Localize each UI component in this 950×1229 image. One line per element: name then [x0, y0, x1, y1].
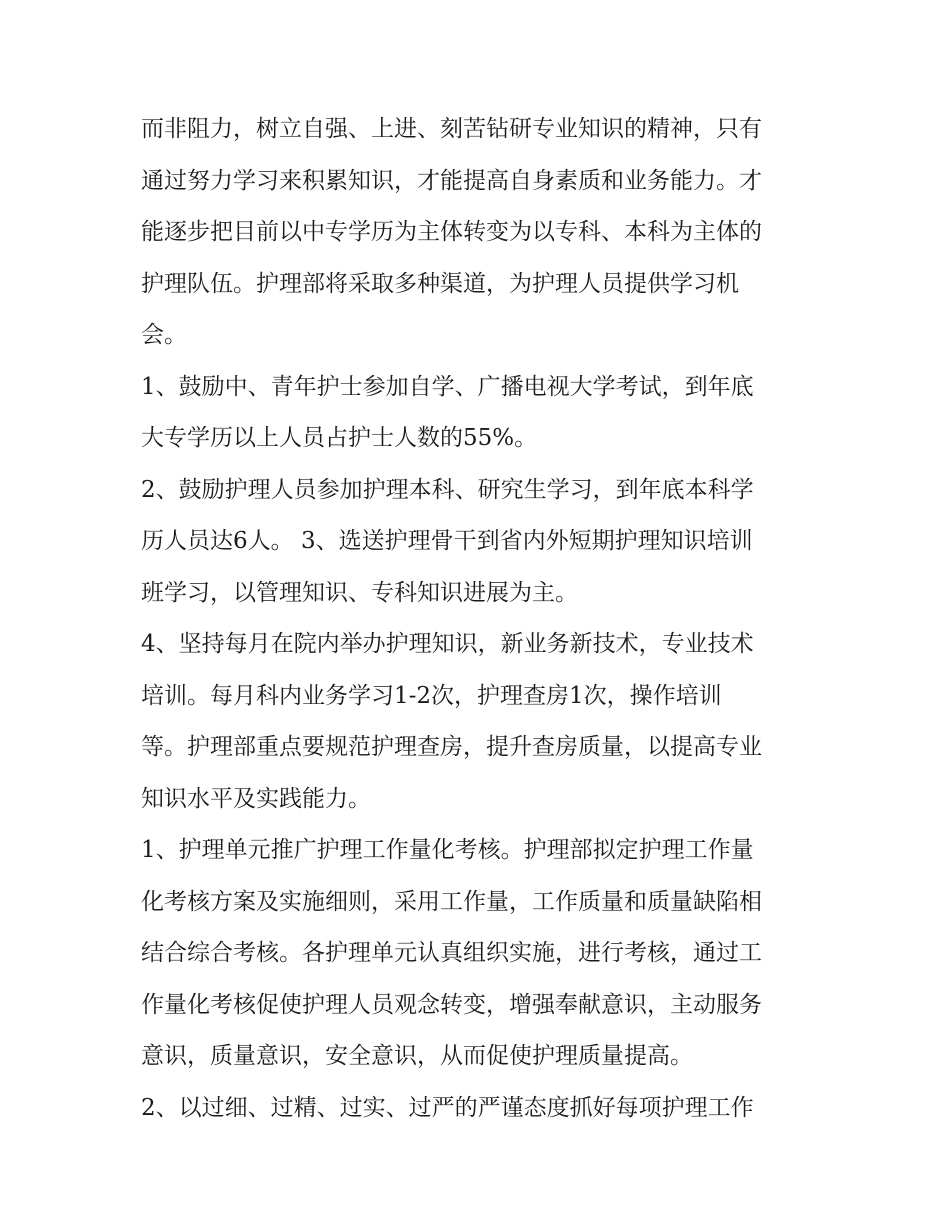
- text-line: 意识，质量意识，安全意识，从而促使护理质量提高。: [141, 1043, 693, 1069]
- text-line: 1、护理单元推广护理工作量化考核。护理部拟定护理工作量: [141, 837, 754, 863]
- text-line: 4、坚持每月在院内举办护理知识，新业务新技术，专业技术: [141, 631, 754, 657]
- paragraph-item-2-rigorous-attitude: [141, 1083, 811, 1135]
- text-line: 通过努力学习来积累知识，才能提高自身素质和业务能力。才: [141, 167, 762, 194]
- text-line: 化考核方案及实施细则，采用工作量，工作质量和质量缺陷相: [141, 888, 762, 915]
- text-line: 会。: [141, 322, 187, 348]
- text-line: 作量化考核促使护理人员观念转变，增强奉献意识，主动服务: [141, 991, 762, 1018]
- paragraph-item-4-monthly-training: [141, 619, 811, 825]
- text-line: 能逐步把目前以中专学历为主体转变为以专科、本科为主体的: [141, 219, 762, 245]
- text-line: 大专学历以上人员占护士人数的55%。: [141, 425, 538, 451]
- text-line: 护理队伍。护理部将采取多种渠道，为护理人员提供学习机: [141, 270, 739, 297]
- text-line: 而非阻力，树立自强、上进、刻苦钻研专业知识的精神，只有: [141, 116, 762, 142]
- text-line: 结合综合考核。各护理单元认真组织实施，进行考核，通过工: [141, 940, 762, 966]
- text-line: 2、以过细、过精、过实、过严的严谨态度抓好每项护理工作: [141, 1094, 754, 1121]
- paragraph-item-1-workload-assessment: [141, 825, 811, 1083]
- text-line: 等。护理部重点要规范护理查房，提升查房质量，以提高专业: [141, 734, 762, 760]
- text-line: 知识水平及实践能力。: [141, 785, 371, 812]
- document-body: [141, 104, 811, 1134]
- text-line: 历人员达6人。 3、选送护理骨干到省内外短期护理知识培训: [141, 528, 753, 554]
- text-line: 1、鼓励中、青年护士参加自学、广播电视大学考试，到年底: [141, 373, 754, 400]
- paragraph-item-1-self-study: [141, 362, 811, 465]
- text-line: 培训。每月科内业务学习1-2次，护理查房1次，操作培训: [141, 682, 722, 709]
- text-line: 2、鼓励护理人员参加护理本科、研究生学习，到年底本科学: [141, 476, 754, 503]
- paragraph-learning-intro: [141, 104, 811, 362]
- paragraph-item-2-undergraduate: [141, 465, 811, 620]
- text-line: 班学习，以管理知识、专科知识进展为主。: [141, 579, 578, 606]
